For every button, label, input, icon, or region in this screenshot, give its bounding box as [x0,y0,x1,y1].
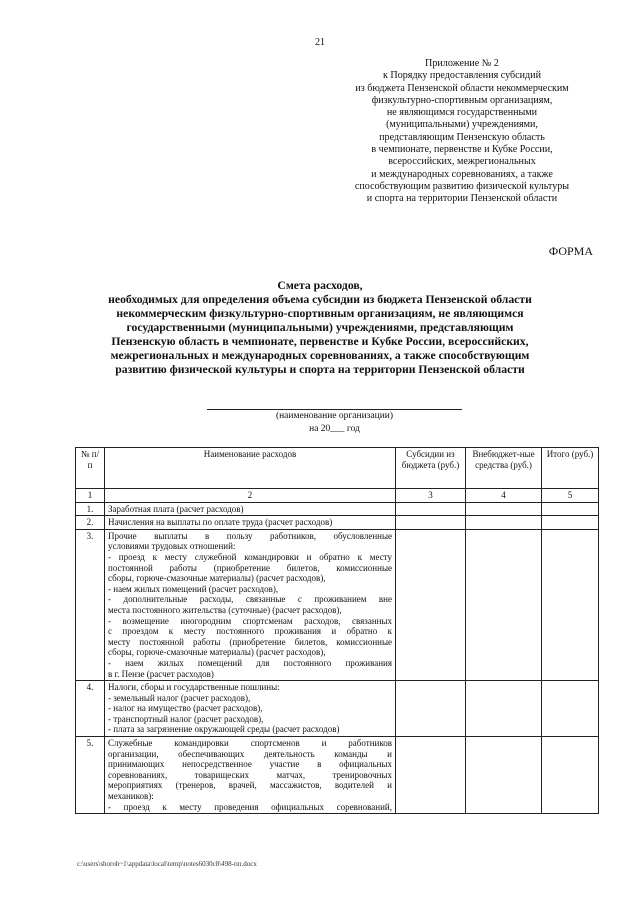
total-cell[interactable] [542,529,599,680]
table-row [76,681,599,737]
subsidy-cell[interactable] [396,737,466,814]
row-line: - проезд к месту служебной командировки и обратно к месту [108,551,392,562]
row-line: - наем жилых помещений для постоянного проживания [108,657,392,668]
total-cell[interactable] [542,737,599,814]
row-description [105,516,396,530]
offbudget-cell[interactable] [466,516,542,530]
row-line: с проездом к месту постоянного проживания и обратно к [108,626,392,637]
col-number: 5 [542,489,599,503]
title-line: Смета расходов, [277,279,363,292]
row-number: 1. [76,502,105,516]
total-cell[interactable] [542,516,599,530]
row-line: постоянной работы (приобретение билетов, комиссионные [108,562,392,573]
table-row [76,737,599,814]
row-line: - налог на имущество (расчет расходов), [108,703,263,714]
row-description [105,502,396,516]
subsidy-cell[interactable] [396,502,466,516]
appendix-line: к Порядку предоставления субсидий [383,70,541,82]
row-line: Прочие выплаты в пользу работников, обусловленные [108,530,392,541]
appendix-line: в чемпионате, первенстве и Кубке России, [371,144,553,156]
offbudget-cell[interactable] [466,737,542,814]
col-number: 3 [396,489,466,503]
row-line: соревнованиях, товарищеских матчах, тренировочных [108,769,392,780]
appendix-line: всероссийских, межрегиональных [388,156,536,168]
subsidy-cell[interactable] [396,681,466,737]
row-line: места постоянного жительства (суточные) (расчет расходов), [108,604,342,615]
header-total: Итого (руб.) [542,448,599,489]
offbudget-cell[interactable] [466,502,542,516]
row-line: - дополнительные расходы, связанные с проживанием вне [108,594,392,605]
table-row [76,529,599,680]
title-line: некоммерческим физкультурно-спортивным организациям, не являющимся [116,307,524,320]
row-number: 2. [76,516,105,530]
title-line: необходимых для определения объема субсидии из бюджета Пензенской области [108,293,532,306]
row-line: - плата за загрязнение окружающей среды (расчет расходов) [108,724,340,735]
title-line: государственными (муниципальными) учреждениями, представляющим [126,321,514,334]
header-offbudget: Внебюджет-ные средства (руб.) [466,448,542,489]
col-number: 1 [76,489,105,503]
header-num: № п/п [76,448,105,489]
offbudget-cell[interactable] [466,681,542,737]
row-line: сборы, горюче-смазочные материалы) (расчет расходов), [108,573,326,584]
organization-name-line [207,409,462,410]
row-line: месту постоянной работы (приобретение билетов, комиссионные [108,636,392,647]
appendix-line: не являющимся государственными [386,107,538,119]
table-row [76,502,599,516]
total-cell[interactable] [542,681,599,737]
row-line: Служебные командировки спортсменов и работников [108,738,392,749]
row-line: принимающих непосредственное участие в официальных [108,759,392,770]
row-line: - земельный налог (расчет расходов), [108,692,251,703]
appendix-line: из бюджета Пензенской области некоммерческим [355,82,569,94]
page-number: 21 [315,37,325,48]
row-number: 5. [76,737,105,814]
row-line: Заработная плата (расчет расходов) [108,503,244,514]
title-line: развитию физической культуры и спорта на территории Пензенской области [115,363,525,376]
row-line: Начисления на выплаты по оплате труда (расчет расходов) [108,517,333,528]
row-line: - возмещение иногородним спортсменам расходов, связанных [108,615,392,626]
subsidy-cell[interactable] [396,516,466,530]
organization-caption: (наименование организации) [275,411,394,421]
row-number: 3. [76,529,105,680]
row-line: - проезд к месту проведения официальных соревнований, [108,801,392,812]
row-line: условиями трудовых отношений: [108,541,236,552]
table-row [76,516,599,530]
appendix-line: (муниципальными) учреждениями, [386,119,538,131]
row-description [105,681,396,737]
appendix-line: физкультурно-спортивным организациям, [371,94,553,106]
estimate-table [75,447,599,814]
subsidy-cell[interactable] [396,529,466,680]
column-numbers-row [76,489,599,503]
year-line: на 20___ год [309,424,360,434]
row-line: - транспортный налог (расчет расходов), [108,713,264,724]
row-number: 4. [76,681,105,737]
col-number: 2 [105,489,396,503]
form-label: ФОРМА [548,244,593,258]
header-name: Наименование расходов [105,448,396,489]
document-title [40,279,600,377]
row-description [105,737,396,814]
appendix-line: и спорта на территории Пензенской области [366,193,558,205]
offbudget-cell[interactable] [466,529,542,680]
row-line: - наем жилых помещений (расчет расходов), [108,583,279,594]
row-line: организации, обеспечивающих деятельность команды и [108,748,392,759]
row-line: сборы, горюче-смазочные материалы) (расчет расходов), [108,647,326,658]
appendix-line: и международных соревнованиях, а также [371,168,553,180]
total-cell[interactable] [542,502,599,516]
col-number: 4 [466,489,542,503]
appendix-line: способствующим развитию физической культуры [354,180,570,192]
row-description [105,529,396,680]
row-line: в г. Пензе (расчет расходов) [108,668,214,679]
row-line: мероприятиях (тренеров, врачей, массажистов, водителей и [108,780,392,791]
row-line: Налоги, сборы и государственные пошлины: [108,682,280,693]
header-row [76,448,599,489]
appendix-line: Приложение № 2 [425,58,499,69]
file-path-footer: c:\users\shoroh~1\appdata\local\temp\notes6030c8\498-пп.docx [77,860,257,868]
header-subsidy: Субсидии из бюджета (руб.) [396,448,466,489]
appendix-header [322,58,602,206]
title-line: Пензенскую область в чемпионате, первенстве и Кубке России, всероссийских, [111,335,529,348]
appendix-line: представляющим Пензенскую область [379,131,545,143]
title-line: межрегиональных и международных соревнованиях, а также способствующим [110,349,530,362]
row-line: механиков): [108,791,154,802]
